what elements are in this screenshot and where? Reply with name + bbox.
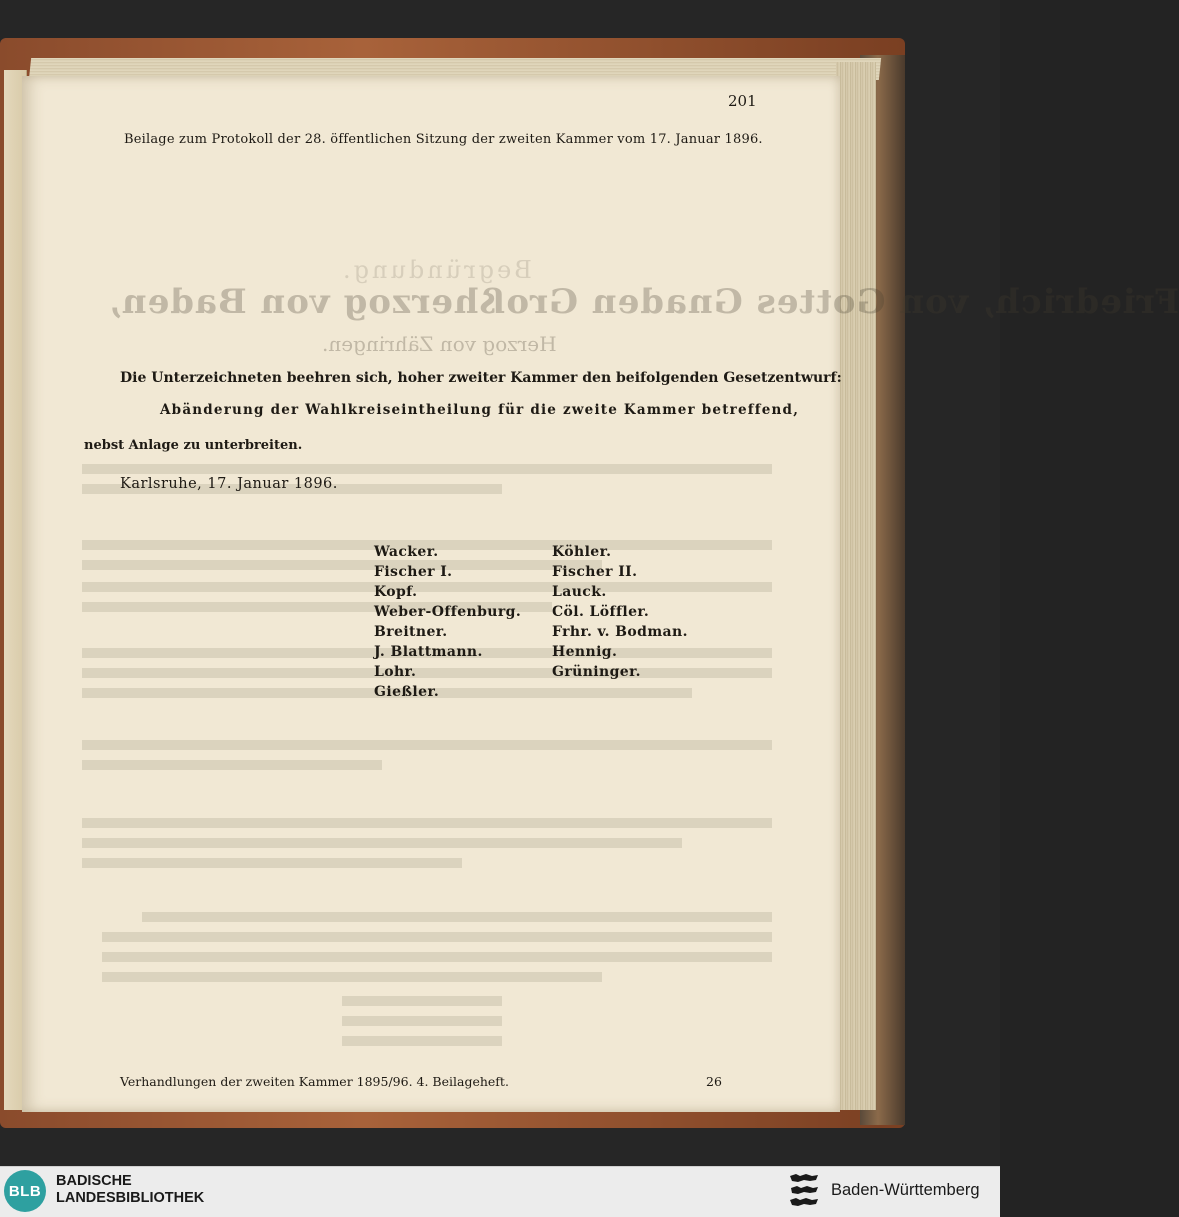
intro-sentence: Die Unterzeichneten beehren sich, hoher zweiter Kammer den beifolgenden Gesetzentwurf: — [120, 370, 842, 386]
show-through-heading: Begründung. — [340, 256, 532, 284]
signatory: Wacker. — [374, 544, 439, 560]
signatory: Frhr. v. Bodman. — [552, 624, 688, 640]
library-name-line2: LANDESBIBLIOTHEK — [56, 1190, 205, 1206]
show-through-subtitle: Herzog von Zähringen. — [322, 332, 557, 356]
signatory: Hennig. — [552, 644, 618, 660]
blb-logo-text: BLB — [8, 1182, 42, 1200]
signatory: Köhler. — [552, 544, 612, 560]
bill-title: Abänderung der Wahlkreiseintheilung für die zweite Kammer betreffend, — [160, 402, 800, 418]
signatory: Gießler. — [374, 684, 440, 700]
signatory: Fischer II. — [552, 564, 638, 580]
place-and-date: Karlsruhe, 17. Januar 1896. — [120, 476, 338, 492]
document-page — [22, 76, 1179, 1112]
blb-logo-icon[interactable] — [4, 1170, 46, 1212]
show-through-title: Friedrich, von Gottes Gnaden Großherzog von Baden, — [108, 282, 1179, 322]
page-footer-title: Verhandlungen der zweiten Kammer 1895/96. 4. Beilageheft. — [120, 1074, 509, 1089]
signatory: Breitner. — [374, 624, 448, 640]
page-number: 201 — [728, 92, 757, 110]
signatory: Kopf. — [374, 584, 418, 600]
baden-wuerttemberg-lions-icon[interactable] — [788, 1172, 820, 1210]
library-name[interactable] — [56, 1173, 204, 1207]
state-name[interactable]: Baden-Württemberg — [831, 1181, 980, 1199]
signatory: J. Blattmann. — [374, 644, 483, 660]
page-footer-number: 26 — [706, 1074, 722, 1089]
page-stack-edge — [836, 62, 876, 1110]
signatory: Weber-Offenburg. — [374, 604, 522, 620]
bill-continuation: nebst Anlage zu unterbreiten. — [84, 438, 303, 453]
signatory: Fischer I. — [374, 564, 453, 580]
signatory: Grüninger. — [552, 664, 641, 680]
signatory: Cöl. Löffler. — [552, 604, 650, 620]
signatory: Lauck. — [552, 584, 607, 600]
page-header: Beilage zum Protokoll der 28. öffentlichen Sitzung der zweiten Kammer vom 17. Januar 1896. — [124, 132, 763, 147]
library-name-line1: BADISCHE — [56, 1173, 132, 1189]
signatory: Lohr. — [374, 664, 417, 680]
